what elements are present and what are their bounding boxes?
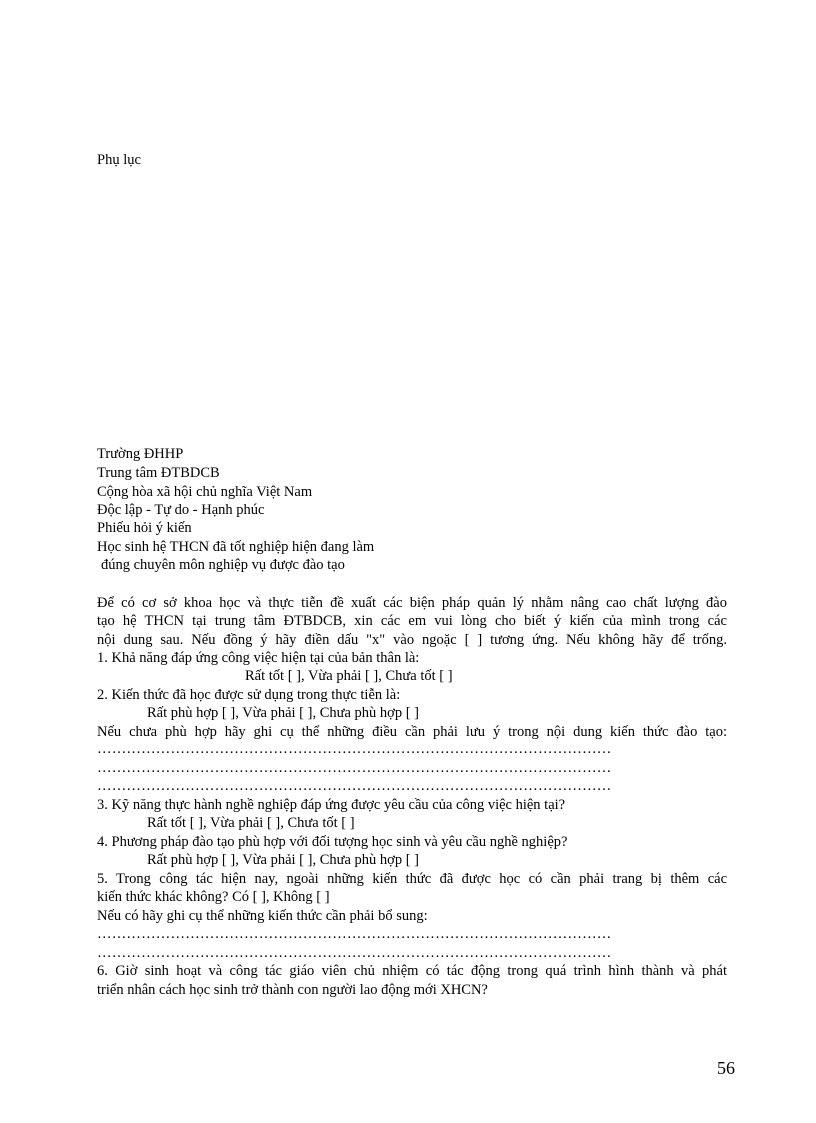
dotted-line: …………………………………………………………………………………………… bbox=[97, 778, 612, 794]
republic-name: Cộng hòa xã hội chủ nghĩa Việt Nam bbox=[97, 484, 313, 500]
question-1: 1. Khả năng đáp ứng công việc hiện tại của bản thân là: bbox=[97, 650, 420, 666]
question-6-line-1: 6. Giờ sinh hoạt và công tác giáo viên chủ nhiệm có tác động trong quá trình hình thành và phát bbox=[97, 963, 727, 979]
intro-line-1: Để có cơ sở khoa học và thực tiễn đề xuất các biện pháp quản lý nhằm nâng cao chất lượng đào bbox=[97, 595, 727, 611]
question-5-line-1: 5. Trong công tác hiện nay, ngoài những kiến thức đã được học có cần phải trang bị thêm các bbox=[97, 871, 727, 887]
intro-line-3: nội dung sau. Nếu đồng ý hãy điền dấu "x" vào ngoặc [ ] tương ứng. Nếu không hãy để trống. bbox=[97, 632, 727, 648]
dotted-line: …………………………………………………………………………………………… bbox=[97, 926, 612, 942]
question-2-note: Nếu chưa phù hợp hãy ghi cụ thể những điều cần phải lưu ý trong nội dung kiến thức đào tạo: bbox=[97, 724, 727, 740]
question-4: 4. Phương pháp đào tạo phù hợp với đối tượng học sinh và yêu cầu nghề nghiệp? bbox=[97, 834, 568, 850]
dotted-line: …………………………………………………………………………………………… bbox=[97, 945, 612, 961]
question-2: 2. Kiến thức đã học được sử dụng trong thực tiễn là: bbox=[97, 687, 401, 703]
page-number: 56 bbox=[717, 1058, 735, 1078]
question-5-note: Nếu có hãy ghi cụ thể những kiến thức cần phải bổ sung: bbox=[97, 908, 428, 924]
question-3-options: Rất tốt [ ], Vừa phải [ ], Chưa tốt [ ] bbox=[147, 815, 355, 831]
question-1-options: Rất tốt [ ], Vừa phải [ ], Chưa tốt [ ] bbox=[245, 668, 453, 684]
question-5-line-2: kiến thức khác không? Có [ ], Không [ ] bbox=[97, 889, 330, 905]
question-6-line-2: triển nhân cách học sinh trở thành con người lao động mới XHCN? bbox=[97, 982, 488, 998]
question-2-options: Rất phù hợp [ ], Vừa phải [ ], Chưa phù hợp [ ] bbox=[147, 705, 420, 721]
school-name: Trường ĐHHP bbox=[97, 446, 184, 462]
target-line-1: Học sinh hệ THCN đã tốt nghiệp hiện đang làm bbox=[97, 539, 375, 555]
motto: Độc lập - Tự do - Hạnh phúc bbox=[97, 502, 265, 518]
dotted-line: …………………………………………………………………………………………… bbox=[97, 741, 612, 757]
target-line-2: đúng chuyên môn nghiệp vụ được đào tạo bbox=[101, 557, 345, 573]
form-title: Phiếu hỏi ý kiến bbox=[97, 520, 192, 536]
center-name: Trung tâm ĐTBDCB bbox=[97, 465, 220, 481]
dotted-line: …………………………………………………………………………………………… bbox=[97, 760, 612, 776]
intro-line-2: tạo hệ THCN tại trung tâm ĐTBDCB, xin các em vui lòng cho biết ý kiến của mình trong các bbox=[97, 613, 727, 629]
question-4-options: Rất phù hợp [ ], Vừa phải [ ], Chưa phù hợp [ ] bbox=[147, 852, 420, 868]
appendix-title: Phụ lục bbox=[97, 152, 141, 168]
question-3: 3. Kỹ năng thực hành nghề nghiệp đáp ứng được yêu cầu của công việc hiện tại? bbox=[97, 797, 566, 813]
